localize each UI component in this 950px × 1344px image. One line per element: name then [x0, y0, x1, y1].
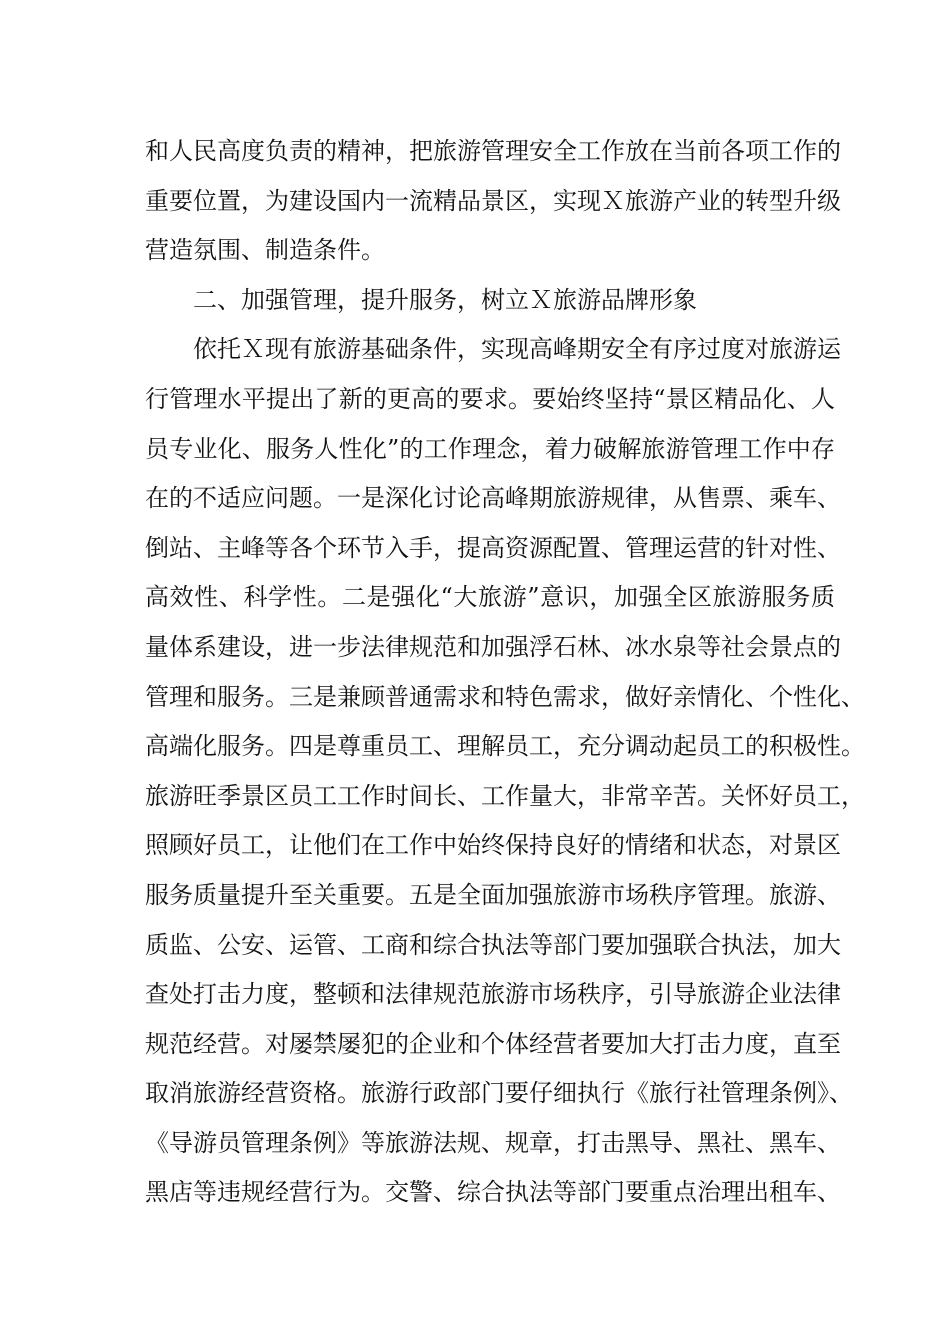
- text-line: 重要位置，为建设国内一流精品景区，实现Ｘ旅游产业的转型升级: [145, 186, 841, 215]
- text-line: 倒站、主峰等各个环节入手，提高资源配置、管理运营的针对性、: [145, 533, 841, 562]
- text-line: 《导游员管理条例》等旅游法规、规章，打击黑导、黑社、黑车、: [145, 1128, 841, 1157]
- section-heading: 二、加强管理，提升服务，树立Ｘ旅游品牌形象: [193, 285, 697, 314]
- text-line: 行管理水平提出了新的更高的要求。要始终坚持“景区精品化、人: [145, 384, 835, 413]
- text-line: 服务质量提升至关重要。五是全面加强旅游市场秩序管理。旅游、: [145, 880, 841, 909]
- document-body: [145, 131, 865, 1222]
- text-line: 营造氛围、制造条件。: [145, 236, 385, 265]
- text-line: 量体系建设，进一步法律规范和加强浮石林、冰水泉等社会景点的: [145, 632, 841, 661]
- text-line: 质监、公安、运管、工商和综合执法等部门要加强联合执法，加大: [145, 930, 841, 959]
- text-line: 和人民高度负责的精神，把旅游管理安全工作放在当前各项工作的: [145, 137, 841, 165]
- text-line: 高端化服务。四是尊重员工、理解员工，充分调动起员工的积极性。: [145, 732, 865, 761]
- text-line: 查处打击力度，整顿和法律规范旅游市场秩序，引导旅游企业法律: [145, 980, 841, 1009]
- text-line: 管理和服务。三是兼顾普通需求和特色需求，做好亲情化、个性化、: [145, 682, 865, 711]
- text-line: 高效性、科学性。二是强化“大旅游”意识，加强全区旅游服务质: [145, 583, 835, 612]
- text-line: 黑店等违规经营行为。交警、综合执法等部门要重点治理出租车、: [145, 1178, 841, 1207]
- text-line: 员专业化、服务人性化”的工作理念，着力破解旅游管理工作中存: [145, 434, 835, 463]
- text-line: 照顾好员工，让他们在工作中始终保持良好的情绪和状态，对景区: [145, 831, 841, 860]
- text-line: 规范经营。对屡禁屡犯的企业和个体经营者要加大打击力度，直至: [145, 1029, 841, 1058]
- text-line: 旅游旺季景区员工工作时间长、工作量大，非常辛苦。关怀好员工，: [145, 781, 865, 810]
- text-line: 取消旅游经营资格。旅游行政部门要仔细执行《旅行社管理条例》、: [145, 1079, 853, 1108]
- text-line: 依托Ｘ现有旅游基础条件，实现高峰期安全有序过度对旅游运: [193, 335, 841, 364]
- text-line: 在的不适应问题。一是深化讨论高峰期旅游规律，从售票、乘车、: [145, 484, 841, 513]
